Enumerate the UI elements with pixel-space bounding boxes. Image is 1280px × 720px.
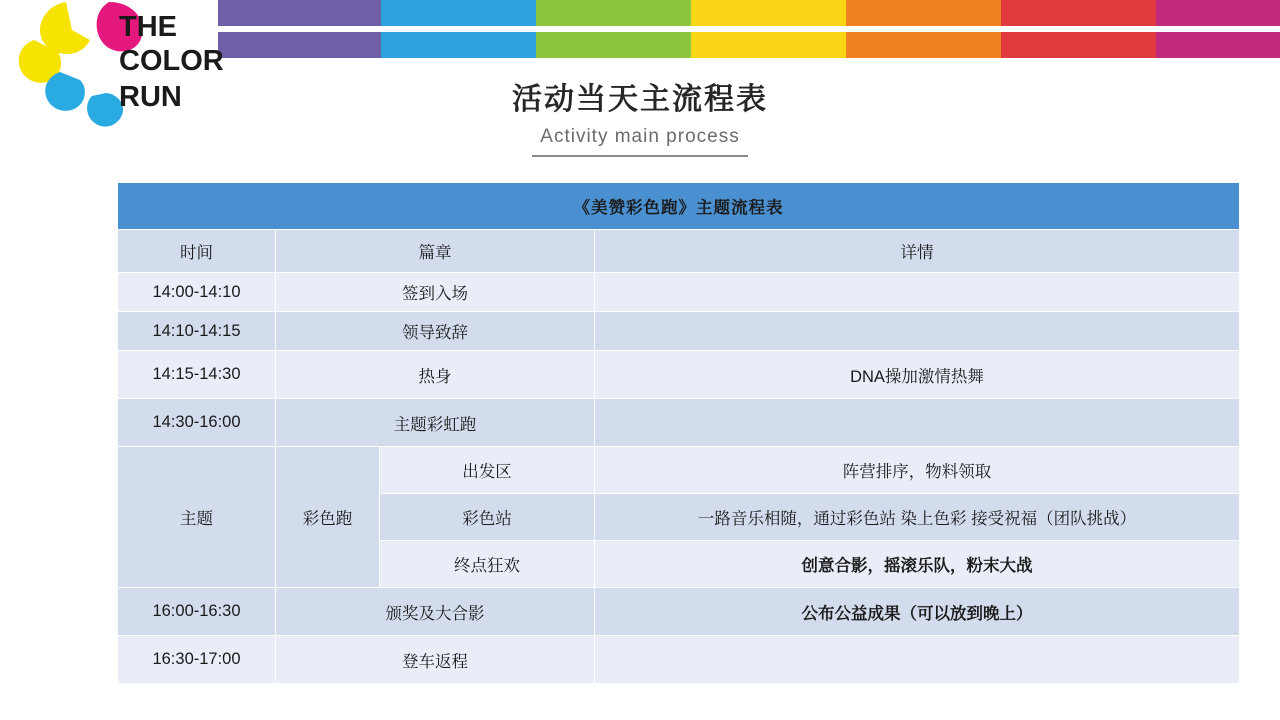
cell-detail xyxy=(595,312,1240,351)
logo-text-color: COLOR xyxy=(119,45,224,77)
color-bar-segment xyxy=(691,32,846,58)
color-bar-segment xyxy=(1156,0,1280,26)
page-title: 活动当天主流程表 xyxy=(512,83,768,116)
cell-detail: 阵营排序，物料领取 xyxy=(595,447,1240,494)
color-bar-row-2 xyxy=(218,32,1280,58)
color-bar-segment xyxy=(1001,0,1156,26)
cell-time: 16:00-16:30 xyxy=(118,588,276,636)
cell-chapter: 主题彩虹跑 xyxy=(276,399,595,447)
cell-time: 14:00-14:10 xyxy=(118,273,276,312)
column-header-detail: 详情 xyxy=(595,230,1240,273)
table-header-row xyxy=(118,230,1240,273)
table-row xyxy=(118,588,1240,636)
cell-theme-chapter: 彩色跑 xyxy=(276,447,380,588)
color-bar-segment xyxy=(381,32,536,58)
color-bar-segment xyxy=(218,0,381,26)
cell-chapter: 领导致辞 xyxy=(276,312,595,351)
table-row-theme xyxy=(118,447,1240,494)
cell-chapter: 热身 xyxy=(276,351,595,399)
cell-detail: 一路音乐相随，通过彩色站 染上色彩 接受祝福（团队挑战） xyxy=(595,494,1240,541)
cell-subchapter: 彩色站 xyxy=(380,494,595,541)
page-subtitle-wrap xyxy=(0,126,1280,157)
color-bar-segment xyxy=(691,0,846,26)
column-header-time: 时间 xyxy=(118,230,276,273)
cell-chapter: 颁奖及大合影 xyxy=(276,588,595,636)
table-row xyxy=(118,312,1240,351)
flow-table xyxy=(117,182,1240,684)
color-bar-segment xyxy=(536,32,691,58)
cell-detail: DNA操加激情热舞 xyxy=(595,351,1240,399)
column-header-chapter: 篇章 xyxy=(276,230,595,273)
color-bar-segment xyxy=(381,0,536,26)
cell-chapter: 登车返程 xyxy=(276,636,595,684)
cell-time: 14:30-16:00 xyxy=(118,399,276,447)
logo-text-the: THE xyxy=(119,11,177,43)
color-bar-segment xyxy=(1156,32,1280,58)
table-row xyxy=(118,636,1240,684)
table-banner: 《美赞彩色跑》主题流程表 xyxy=(118,183,1240,230)
page-subtitle: Activity main process xyxy=(532,126,747,157)
cell-detail xyxy=(595,399,1240,447)
cell-time: 14:15-14:30 xyxy=(118,351,276,399)
color-bar-row-1 xyxy=(218,0,1280,26)
table-row xyxy=(118,351,1240,399)
color-bar-segment xyxy=(218,32,381,58)
cell-time: 16:30-17:00 xyxy=(118,636,276,684)
table-banner-row xyxy=(118,183,1240,230)
logo-text-run: RUN xyxy=(119,81,182,113)
cell-chapter: 签到入场 xyxy=(276,273,595,312)
color-bar-segment xyxy=(536,0,691,26)
cell-theme-time: 主题 xyxy=(118,447,276,588)
color-bar-segment xyxy=(1001,32,1156,58)
cell-detail xyxy=(595,273,1240,312)
cell-subchapter: 出发区 xyxy=(380,447,595,494)
cell-detail: 公布公益成果（可以放到晚上） xyxy=(595,588,1240,636)
cell-detail: 创意合影，摇滚乐队，粉末大战 xyxy=(595,541,1240,588)
cell-detail xyxy=(595,636,1240,684)
color-bar-segment xyxy=(846,0,1001,26)
color-bar-segment xyxy=(846,32,1001,58)
cell-subchapter: 终点狂欢 xyxy=(380,541,595,588)
table-row xyxy=(118,399,1240,447)
top-color-bars xyxy=(218,0,1280,58)
table-row xyxy=(118,273,1240,312)
cell-time: 14:10-14:15 xyxy=(118,312,276,351)
